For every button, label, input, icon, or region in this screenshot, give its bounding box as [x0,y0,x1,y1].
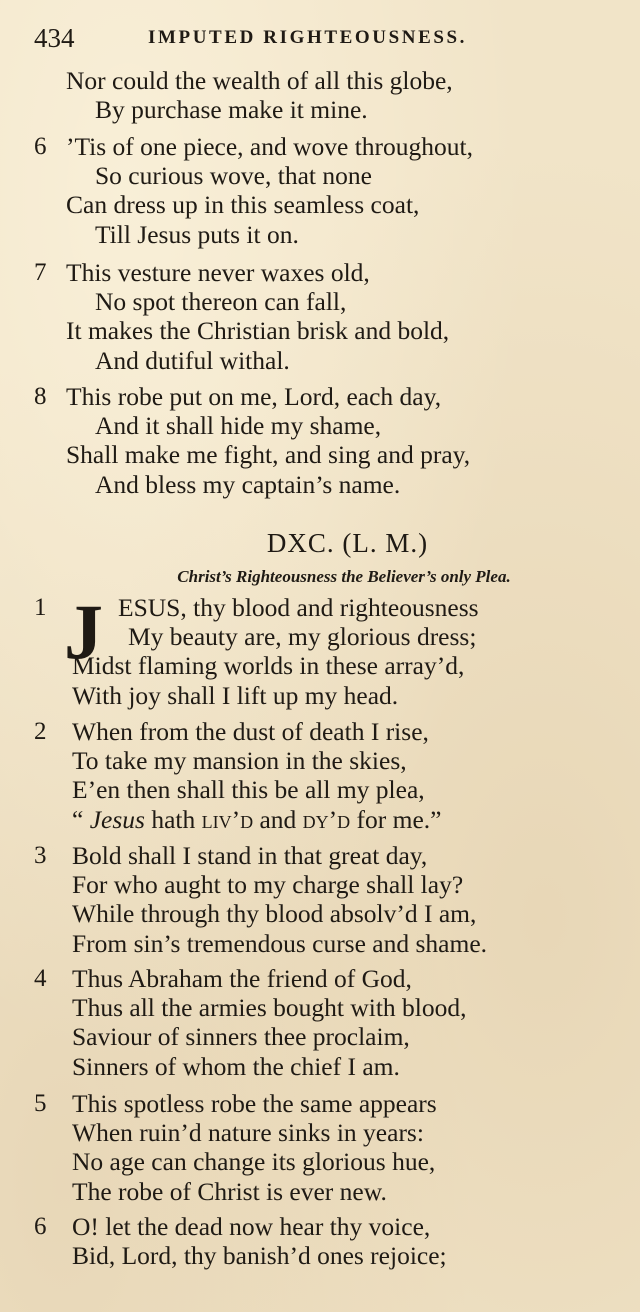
prev-hymn-continuation [0,66,640,124]
running-title: IMPUTED RIGHTEOUSNESS. [148,27,468,48]
verse-line: This vesture never waxes old, [66,258,370,287]
prev-stanza-8 [0,382,640,499]
hymn-stanza-5 [0,1089,640,1206]
verse-line: And bless my captain’s name. [95,469,401,499]
stanza-number: 1 [34,594,47,621]
verse-line: Sinners of whom the chief I am. [72,1051,400,1081]
verse-line: Saviour of sinners thee proclaim, [72,1022,410,1052]
verse-line: Thus Abraham the friend of God, [72,964,412,993]
verse-line: E’en then shall this be all my plea, [72,775,425,805]
verse-line: Thus all the armies bought with blood, [72,993,467,1023]
verse-line: Till Jesus puts it on. [95,219,299,249]
stanza-number: 7 [34,259,47,286]
stanza-number: 4 [34,965,47,992]
hymn-stanza-4 [0,964,640,1081]
hymn-title: DXC. (L. M.) [266,528,429,558]
verse-line: Nor could the wealth of all this globe, [66,66,453,95]
verse-line: O! let the dead now hear thy voice, [72,1212,431,1241]
verse-line: Can dress up in this seamless coat, [66,190,420,220]
verse-line: When ruin’d nature sinks in years: [72,1118,424,1148]
verse-line: And it shall hide my shame, [95,411,382,441]
hymn-stanza-6 [0,1212,640,1270]
verse-line: For who aught to my charge shall lay? [72,870,464,900]
stanza-number: 2 [34,718,47,745]
verse-line: By purchase make it mine. [95,95,368,125]
verse-line: No age can change its glorious hue, [72,1147,436,1177]
hymn-stanza-3 [0,841,640,958]
verse-line: While through thy blood absolv’d I am, [72,899,477,929]
prev-stanza-6 [0,132,640,249]
stanza-number: 6 [34,1213,47,1240]
verse-line: ’Tis of one piece, and wove throughout, [66,132,473,161]
verse-line: “ Jesus hath liv’d and dy’d for me.” [72,804,442,834]
verse-line: To take my mansion in the skies, [72,746,407,776]
verse-line: So curious wove, that none [95,161,372,191]
stanza-number: 6 [34,133,47,160]
verse-line: Midst flaming worlds in these array’d, [72,651,465,681]
verse-line: And dutiful withal. [95,345,290,375]
verse-line: This spotless robe the same appears [72,1089,437,1118]
verse-line: ESUS, thy blood and righteousness [118,593,479,622]
verse-line: With joy shall I lift up my head. [72,680,399,710]
verse-line: Shall make me fight, and sing and pray, [66,440,471,470]
stanza-number: 3 [34,842,47,869]
verse-line: It makes the Christian brisk and bold, [66,316,450,346]
verse-line: Bold shall I stand in that great day, [72,841,428,870]
verse-line: From sin’s tremendous curse and shame. [72,928,488,958]
page-header [34,22,614,54]
prev-stanza-7 [0,258,640,375]
verse-line: Bid, Lord, thy banish’d ones rejoice; [72,1241,447,1271]
verse-line: The robe of Christ is ever new. [72,1176,387,1206]
verse-line: No spot thereon can fall, [95,287,347,317]
page-number: 434 [34,23,75,53]
verse-line: My beauty are, my glorious dress; [128,622,477,652]
hymn-subtitle: Christ’s Righteousness the Believer’s only Plea. [177,567,511,586]
hymn-stanza-2 [0,717,640,834]
hymn-stanza-1 [0,588,640,710]
verse-line: When from the dust of death I rise, [72,717,429,746]
drop-cap: J [64,588,103,675]
verse-line: This robe put on me, Lord, each day, [66,382,442,411]
stanza-number: 5 [34,1090,47,1117]
stanza-number: 8 [34,383,47,410]
